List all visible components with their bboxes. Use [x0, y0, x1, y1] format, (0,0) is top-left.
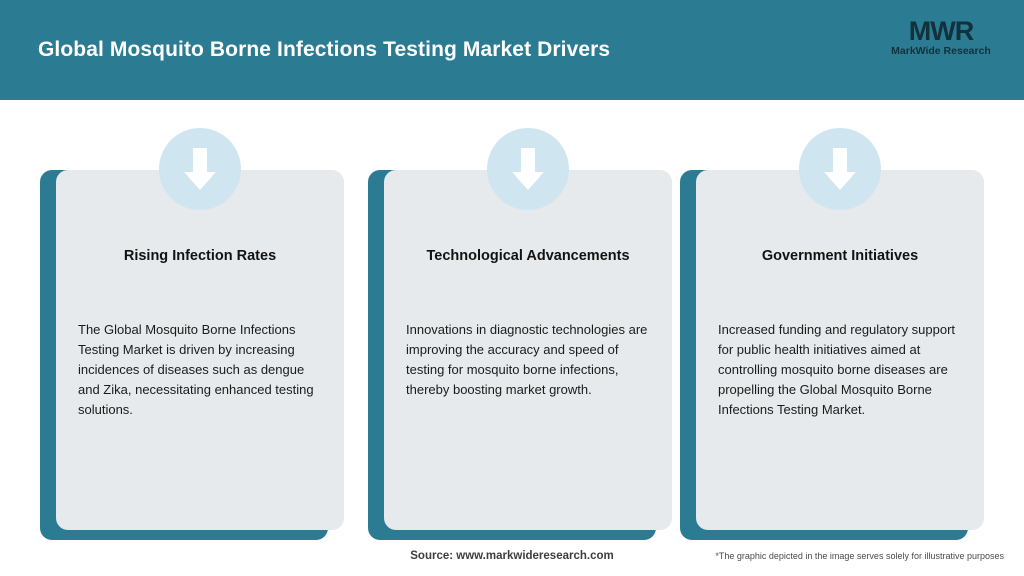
- card-title: Technological Advancements: [426, 248, 630, 264]
- logo-tagline: Inspiring Growth: [911, 57, 971, 65]
- card-title: Government Initiatives: [761, 248, 919, 264]
- header-bar: [0, 0, 1024, 100]
- driver-card-2: [368, 170, 656, 550]
- driver-card-3: [680, 170, 968, 550]
- card-body: Innovations in diagnostic technologies are improving the accuracy and speed of testing for mosquito borne infections, thereby boosting market growth.: [406, 322, 648, 397]
- driver-cards: [0, 100, 1024, 540]
- disclaimer-text: *The graphic depicted in the image serves solely for illustrative purposes: [715, 551, 1004, 561]
- logo: [882, 10, 1000, 72]
- down-arrow-icon: [799, 128, 881, 210]
- card-surface: [696, 170, 984, 530]
- logo-company-name: MarkWide Research: [891, 44, 991, 57]
- source-text: Source: www.markwideresearch.com: [410, 550, 614, 562]
- card-surface: [56, 170, 344, 530]
- footer: [0, 540, 1024, 576]
- page-title: Global Mosquito Borne Infections Testing Market Drivers: [38, 38, 611, 61]
- card-title: Rising Infection Rates: [123, 248, 277, 264]
- card-surface: [384, 170, 672, 530]
- down-arrow-icon: [159, 128, 241, 210]
- card-body: The Global Mosquito Borne Infections Testing Market is driven by increasing incidences of diseases such as dengue and Zika, necessitating enhanced testing solutions.: [78, 322, 314, 417]
- logo-mark: MWR: [908, 15, 974, 46]
- card-body: Increased funding and regulatory support for public health initiatives aimed at controlling mosquito borne diseases are propelling the Global Mosquito Borne Infections Testing Market.: [718, 322, 956, 417]
- down-arrow-icon: [487, 128, 569, 210]
- driver-card-1: [40, 170, 328, 550]
